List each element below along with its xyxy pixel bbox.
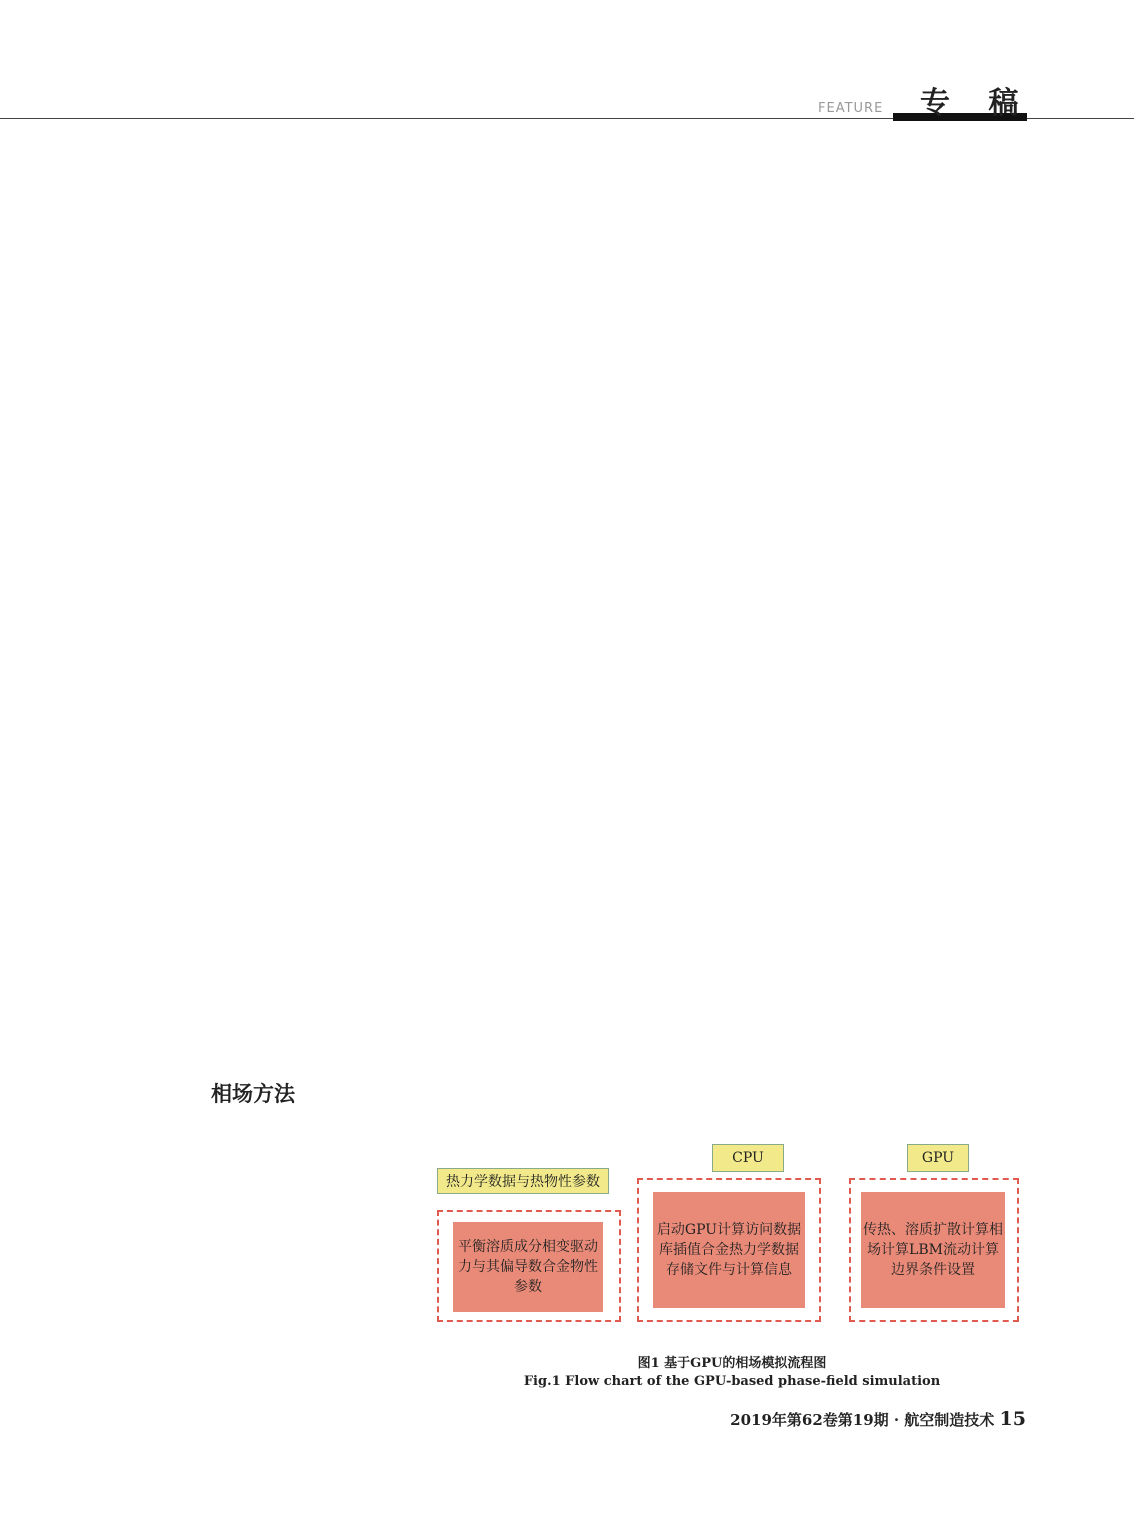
page-number: 15	[999, 1408, 1026, 1430]
figure-flowchart	[437, 1126, 1027, 1330]
page-footer	[730, 1408, 1026, 1430]
gpu-process-box: 传热、溶质扩散计算相场计算LBM流动计算边界条件设置	[861, 1192, 1005, 1308]
cpu-tag: CPU	[712, 1144, 784, 1172]
section-label-en: FEATURE	[818, 101, 884, 116]
section-label-zh: 专 稿	[920, 86, 1033, 121]
journal-info: 2019年第62卷第19期 · 航空制造技术	[730, 1411, 995, 1429]
figure-caption-zh: 图1 基于GPU的相场模拟流程图	[637, 1356, 827, 1371]
equilibrium-box: 平衡溶质成分相变驱动力与其偏导数合金物性参数	[453, 1222, 603, 1312]
figure-caption-en: Fig.1 Flow chart of the GPU-based phase-field simulation	[523, 1374, 941, 1389]
pandat-tag: 热力学数据与热物性参数	[437, 1168, 609, 1194]
cpu-process-box: 启动GPU计算访问数据库插值合金热力学数据存储文件与计算信息	[653, 1192, 805, 1308]
section-heading: 相场方法	[211, 1082, 295, 1106]
gpu-tag: GPU	[907, 1144, 969, 1172]
